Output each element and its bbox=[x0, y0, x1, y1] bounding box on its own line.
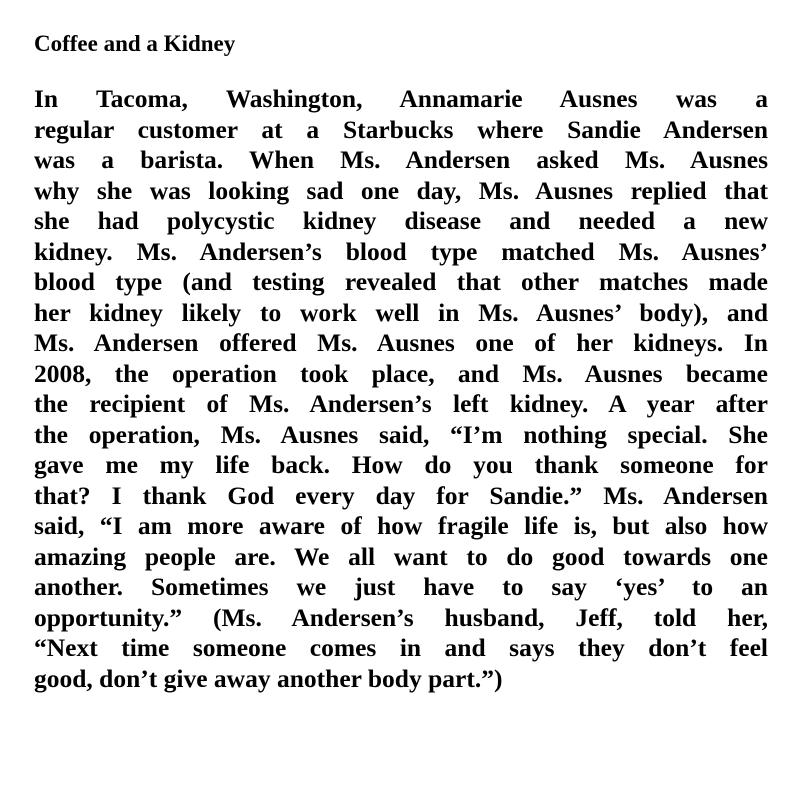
body-line: 2008, the operation took place, and Ms. Ausnes became bbox=[34, 358, 768, 388]
body-line: was a barista. When Ms. Andersen asked Ms. Ausnes bbox=[34, 145, 768, 174]
body-line: kidney. Ms. Andersen’s blood type matched Ms. Ausnes’ bbox=[34, 236, 768, 266]
body-line: “Next time someone comes in and says they don’t feel bbox=[34, 633, 768, 662]
body-line: her kidney likely to work well in Ms. Ausnes’ body), and bbox=[34, 297, 768, 327]
body-line: another. Sometimes we just have to say ‘yes’ to an bbox=[34, 572, 768, 601]
document-title: Coffee and a Kidney bbox=[34, 31, 236, 56]
body-line: In Tacoma, Washington, Annamarie Ausnes was a bbox=[34, 84, 768, 113]
body-line: amazing people are. We all want to do good towards one bbox=[34, 541, 768, 571]
body-line: opportunity.” (Ms. Andersen’s husband, Jeff, told her, bbox=[34, 602, 768, 632]
body-line: said, “I am more aware of how fragile life is, but also how bbox=[34, 511, 768, 540]
body-line: Ms. Andersen offered Ms. Ausnes one of her kidneys. In bbox=[34, 328, 768, 357]
body-line: regular customer at a Starbucks where Sandie Andersen bbox=[34, 114, 768, 144]
body-line: why she was looking sad one day, Ms. Ausnes replied that bbox=[34, 175, 768, 205]
body-line: she had polycystic kidney disease and needed a new bbox=[34, 206, 768, 235]
body-line: good, don’t give away another body part.”) bbox=[34, 663, 503, 693]
body-line: the operation, Ms. Ausnes said, “I’m nothing special. She bbox=[34, 419, 768, 449]
body-line: that? I thank God every day for Sandie.” Ms. Andersen bbox=[34, 480, 768, 510]
body-line: blood type (and testing revealed that other matches made bbox=[34, 267, 768, 296]
document-body bbox=[34, 84, 768, 694]
body-line: the recipient of Ms. Andersen’s left kidney. A year after bbox=[34, 389, 768, 418]
body-line: gave me my life back. How do you thank someone for bbox=[34, 450, 768, 479]
